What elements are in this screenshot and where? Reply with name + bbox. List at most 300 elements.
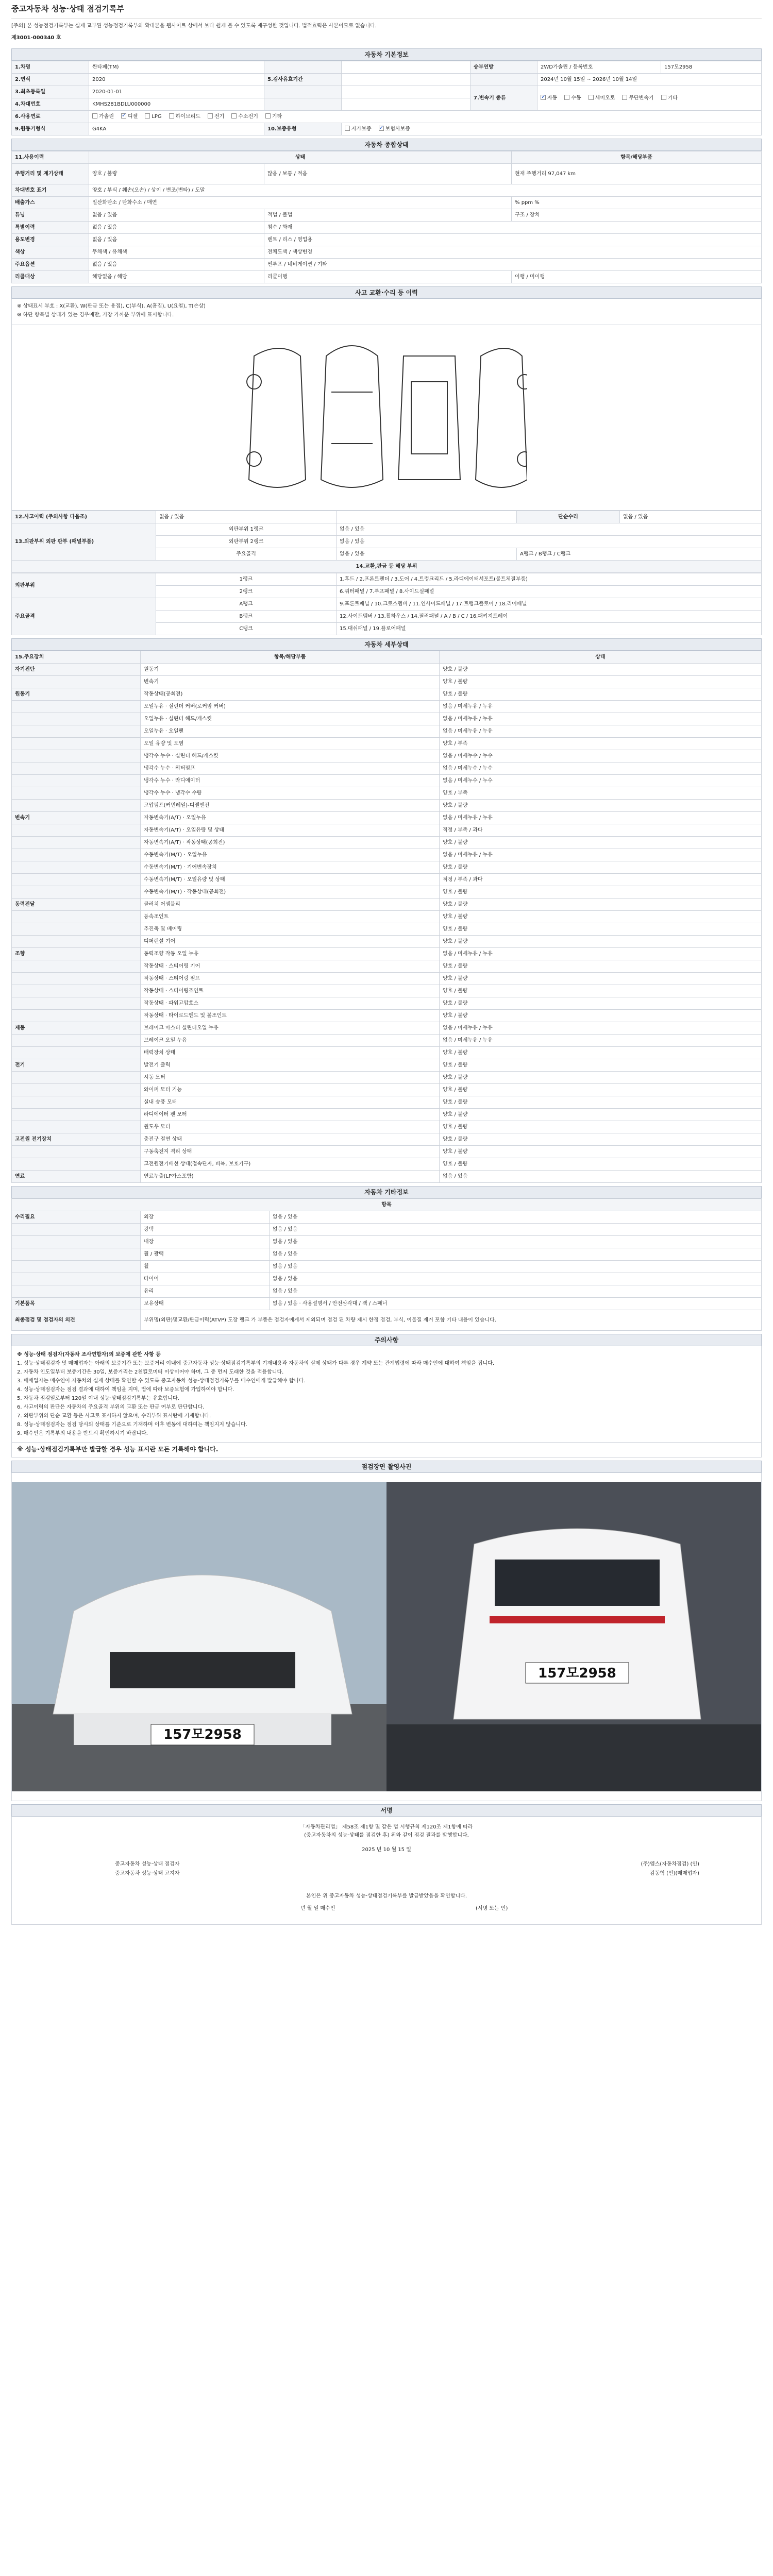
item-label: 자동변속기(A/T) · 오일누유 bbox=[141, 812, 440, 824]
section-accident-title: 사고 교환·수리 등 이력 bbox=[11, 286, 762, 299]
item-label: 시동 모터 bbox=[141, 1072, 440, 1084]
group-label bbox=[12, 1121, 141, 1133]
table-row bbox=[12, 1236, 762, 1248]
status: 양호 / 부족 bbox=[440, 787, 762, 800]
checkbox[interactable] bbox=[622, 95, 627, 100]
table-row bbox=[12, 1248, 762, 1261]
status: 없음 / 있음 bbox=[337, 523, 762, 536]
section-sign-title: 서명 bbox=[11, 1804, 762, 1817]
status: 양호 / 불량 bbox=[440, 1010, 762, 1022]
item-label: 연료누출(LP가스포함) bbox=[141, 1171, 440, 1183]
status: 없음 / 있음 bbox=[270, 1224, 762, 1236]
rank: A랭크 bbox=[156, 598, 337, 611]
status: 적정 / 부족 / 과다 bbox=[440, 874, 762, 886]
table-row bbox=[12, 936, 762, 948]
checkbox[interactable] bbox=[345, 126, 350, 131]
table-row bbox=[12, 1211, 762, 1224]
item-label: 브레이크 마스터 실린더오일 누유 bbox=[141, 1022, 440, 1035]
status: 양호 / 불량 bbox=[440, 899, 762, 911]
status: 없음 / 있음 bbox=[89, 222, 264, 234]
item-label: 오일 유량 및 오염 bbox=[141, 738, 440, 750]
value: G4KA bbox=[89, 123, 264, 135]
notes-heading: ※ 성능·상태 점검자(자동차 조사연합자)의 보증에 관한 사항 등 bbox=[17, 1352, 161, 1358]
photo-row bbox=[11, 1473, 762, 1801]
group-label bbox=[12, 725, 141, 738]
table-row bbox=[12, 899, 762, 911]
status: 없음 / 있음 bbox=[440, 1171, 762, 1183]
status: 양호 / 불량 bbox=[440, 1133, 762, 1146]
group-label: 조향 bbox=[12, 948, 141, 960]
status: 양호 / 불량 bbox=[440, 1096, 762, 1109]
item-label: 수동변속기(M/T) · 오일누유 bbox=[141, 849, 440, 861]
rank: C랭크 bbox=[156, 623, 337, 635]
table-row bbox=[12, 985, 762, 997]
item-label: 와이퍼 모터 기능 bbox=[141, 1084, 440, 1096]
item-label: 내장 bbox=[141, 1236, 270, 1248]
basic-info-table bbox=[11, 61, 762, 135]
table-row bbox=[12, 725, 762, 738]
status: 썬루프 / 네비게이션 / 기타 bbox=[264, 259, 762, 271]
item-label: 수동변속기(M/T) · 작동상태(공회전) bbox=[141, 886, 440, 899]
status: 없음 / 있음 bbox=[270, 1261, 762, 1273]
status: % ppm % bbox=[512, 197, 762, 209]
status: 없음 / 있음 · 사용설명서 / 안전삼각대 / 잭 / 스패너 bbox=[270, 1298, 762, 1310]
item-label: 냉각수 누수 · 냉각수 수량 bbox=[141, 787, 440, 800]
checkbox[interactable] bbox=[92, 113, 97, 118]
value: 2020 bbox=[89, 74, 264, 86]
group-label bbox=[12, 713, 141, 725]
license-plate: 157모2958 bbox=[163, 1726, 242, 1742]
table-row bbox=[12, 973, 762, 985]
label: 1.차명 bbox=[12, 61, 89, 74]
table-row bbox=[12, 1146, 762, 1158]
group-label: 동력전달 bbox=[12, 899, 141, 911]
status: 양호 / 부식 / 훼손(오손) / 상이 / 변조(변타) / 도말 bbox=[89, 184, 762, 197]
section-notes-title: 주의사항 bbox=[11, 1334, 762, 1346]
status: 없음 / 있음 bbox=[89, 234, 264, 246]
sign-text: 「자동차관리법」 제58조 제1항 및 같은 법 시행규칙 제120조 제1항에 따라 bbox=[300, 1824, 473, 1830]
status: 양호 / 불량 bbox=[440, 1121, 762, 1133]
item-label: 클러치 어셈블리 bbox=[141, 899, 440, 911]
legend-line: ※ 상태표시 부호 : X(교환), W(판금 또는 용접), C(부식), A(흠집), U(요철), T(손상) bbox=[17, 303, 206, 309]
group-label: 기본품목 bbox=[12, 1298, 141, 1310]
group-label bbox=[12, 824, 141, 837]
item-label: 오일누유 · 실린더 헤드/개스킷 bbox=[141, 713, 440, 725]
status: 렌트 / 리스 / 영업용 bbox=[264, 234, 762, 246]
part-list: 15.대쉬패널 / 19.플로어패널 bbox=[337, 623, 762, 635]
receipt-date: 년 월 일 매수인 bbox=[300, 1905, 335, 1911]
table-row bbox=[12, 1047, 762, 1059]
status: 없음 / 미세누유 / 누유 bbox=[440, 1035, 762, 1047]
note-item: 7. 외판부위의 단순 교환 등은 사고로 표시하지 않으며, 수리부위 표시란에 기재합니다. bbox=[17, 1413, 211, 1419]
table-row bbox=[12, 886, 762, 899]
item-label: 윈도우 모터 bbox=[141, 1121, 440, 1133]
table-row bbox=[12, 688, 762, 701]
item-label: 보유상태 bbox=[141, 1298, 270, 1310]
group-label bbox=[12, 1248, 141, 1261]
table-row bbox=[12, 1121, 762, 1133]
parts-table bbox=[11, 573, 762, 635]
table-row bbox=[12, 1072, 762, 1084]
status: 없음 / 있음 bbox=[270, 1236, 762, 1248]
note-item: 1. 성능·상태점검자 및 매매업자는 아래의 보증기간 또는 보증거리 이내에 중고자동차 성능·상태점검기록부의 기재내용과 자동차의 실제 상태가 다른 경우 계약 또는 관계법령에 따라 매수인에 대하여 책임을 집니다. bbox=[17, 1361, 495, 1366]
item-label: 등속조인트 bbox=[141, 911, 440, 923]
item-label: 추진축 및 베어링 bbox=[141, 923, 440, 936]
checkbox[interactable] bbox=[564, 95, 569, 100]
group-label bbox=[12, 1109, 141, 1121]
note-item: 5. 자동차 점검일로부터 120일 이내 성능·상태점검기록부는 유효합니다. bbox=[17, 1396, 179, 1401]
group-label bbox=[12, 738, 141, 750]
section-detail-title: 자동차 세부상태 bbox=[11, 638, 762, 651]
item-label: 실내 송풍 모터 bbox=[141, 1096, 440, 1109]
section-photos-title: 점검장면 촬영사진 bbox=[11, 1461, 762, 1473]
status: 없음 / 미세누유 / 누유 bbox=[440, 812, 762, 824]
management-number: 제3001-000340 호 bbox=[11, 35, 61, 41]
table-row bbox=[12, 861, 762, 874]
group-label bbox=[12, 1084, 141, 1096]
notice: [주의] 본 성능점검기록부는 실제 교부된 성능점검기록부의 확대본을 웹사이트 상에서 보다 쉽게 볼 수 있도록 재구성한 것입니다. 법적효력은 사본이므로 없습니다. bbox=[11, 23, 377, 29]
value: 싼타페(TM) bbox=[89, 61, 264, 74]
item-label: 냉각수 누수 · 실린더 헤드/개스킷 bbox=[141, 750, 440, 762]
group-label bbox=[12, 973, 141, 985]
group-label bbox=[12, 1224, 141, 1236]
row-label: 12.사고이력 (주의사항 다음조) bbox=[12, 511, 156, 523]
status: 양호 / 불량 bbox=[440, 985, 762, 997]
row-label: 주요옵션 bbox=[12, 259, 89, 271]
status: 양호 / 불량 bbox=[440, 911, 762, 923]
table-row bbox=[12, 948, 762, 960]
column-header: 상태 bbox=[89, 151, 512, 164]
status: 없음 / 미세누수 / 누수 bbox=[440, 775, 762, 787]
group-label: 수리필요 bbox=[12, 1211, 141, 1224]
row-label: 13.외판부위 외판 판부 (패널부품) bbox=[12, 523, 156, 561]
item-label: 수동변속기(M/T) · 오일유량 및 상태 bbox=[141, 874, 440, 886]
transmission-options: ✓ 자동 수동 세미오토 무단변속기 기타 bbox=[537, 86, 762, 111]
table-row bbox=[12, 923, 762, 936]
item-label: 동력조향 작동 오일 누유 bbox=[141, 948, 440, 960]
group-label bbox=[12, 923, 141, 936]
item-label: 광택 bbox=[141, 1224, 270, 1236]
checkbox[interactable] bbox=[589, 95, 594, 100]
status: 양호 / 불량 bbox=[440, 1158, 762, 1171]
group-label bbox=[12, 886, 141, 899]
item-label: 작동상태 · 스티어링 펌프 bbox=[141, 973, 440, 985]
row-label: 외판부위 bbox=[12, 573, 156, 598]
group-label bbox=[12, 1146, 141, 1158]
table-row bbox=[12, 738, 762, 750]
group-label bbox=[12, 911, 141, 923]
table-row bbox=[12, 849, 762, 861]
table-row bbox=[12, 1133, 762, 1146]
column-header: 항목/해당부품 bbox=[141, 651, 440, 664]
front-photo bbox=[12, 1482, 386, 1791]
label: 4.차대번호 bbox=[12, 98, 89, 111]
checkbox[interactable] bbox=[145, 113, 150, 118]
receipt-text: 본인은 위 중고자동차 성능·상태점검기록부를 발급받았음을 확인합니다. bbox=[306, 1893, 467, 1899]
checkbox[interactable] bbox=[661, 95, 666, 100]
value: KMHS281BDLU000000 bbox=[89, 98, 264, 111]
item-label: 라디에이터 팬 모터 bbox=[141, 1109, 440, 1121]
checkbox[interactable] bbox=[121, 113, 126, 118]
status: 양호 / 불량 bbox=[440, 973, 762, 985]
group-label bbox=[12, 861, 141, 874]
part-list: 9.프론트패널 / 10.크로스멤버 / 11.인사이드패널 / 17.트렁크플로어 / 18.리어패널 bbox=[337, 598, 762, 611]
group-label bbox=[12, 1236, 141, 1248]
checkbox[interactable] bbox=[231, 113, 237, 118]
column-header: 항목/해당부품 bbox=[512, 151, 762, 164]
value: 2020-01-01 bbox=[89, 86, 264, 98]
item-label: 원동기 bbox=[141, 664, 440, 676]
group-label bbox=[12, 787, 141, 800]
table-row bbox=[12, 1096, 762, 1109]
license-plate: 157모2958 bbox=[538, 1665, 616, 1681]
status: 없음 / 있음 bbox=[89, 209, 264, 222]
item-label: 디퍼렌셜 기어 bbox=[141, 936, 440, 948]
checkbox[interactable] bbox=[208, 113, 213, 118]
status: 없음 / 있음 bbox=[337, 536, 762, 548]
status: 없음 / 있음 bbox=[270, 1285, 762, 1298]
status: 무채색 / 유채색 bbox=[89, 246, 264, 259]
status: 없음 / 미세누유 / 누유 bbox=[440, 849, 762, 861]
car-outline-icon bbox=[239, 335, 527, 500]
group-label bbox=[12, 800, 141, 812]
label: 5.검사유효기간 bbox=[264, 74, 342, 86]
table-row bbox=[12, 1298, 762, 1310]
checkbox[interactable] bbox=[169, 113, 174, 118]
rank: 2랭크 bbox=[156, 586, 337, 598]
row-label: 외판부위 1랭크 bbox=[156, 523, 337, 536]
status: 많음 / 보통 / 적음 bbox=[264, 164, 512, 184]
status: 일산화탄소 / 탄화수소 / 매연 bbox=[89, 197, 512, 209]
item-label: 작동상태 · 스티어링조인트 bbox=[141, 985, 440, 997]
item-label: 수동변속기(M/T) · 기어변속장치 bbox=[141, 861, 440, 874]
inspector-label: 중고자동차 성능·상태 점검자 bbox=[115, 1861, 180, 1867]
status: 양호 / 불량 bbox=[440, 1059, 762, 1072]
rear-photo bbox=[386, 1482, 761, 1791]
group-label bbox=[12, 1047, 141, 1059]
item-label: 작동상태 · 타이로드엔드 및 볼조인트 bbox=[141, 1010, 440, 1022]
table-row bbox=[12, 676, 762, 688]
subsection-title: 14.교환,판금 등 해당 부위 bbox=[12, 561, 762, 573]
group-label bbox=[12, 936, 141, 948]
table-row bbox=[12, 1158, 762, 1171]
group-label bbox=[12, 750, 141, 762]
overall-table bbox=[11, 151, 762, 283]
table-row bbox=[12, 1010, 762, 1022]
note-item: 9. 매수인은 기록부의 내용을 반드시 확인하시기 바랍니다. bbox=[17, 1431, 148, 1436]
section-overall-title: 자동차 종합상태 bbox=[11, 139, 762, 151]
table-row bbox=[12, 1171, 762, 1183]
status: 없음 / 미세누유 / 누유 bbox=[440, 701, 762, 713]
status: 양호 / 불량 bbox=[440, 861, 762, 874]
table-row bbox=[12, 750, 762, 762]
inspector-name: (주)엠스(자동차점검) (인) bbox=[641, 1861, 699, 1867]
status: 없음 / 있음 bbox=[270, 1211, 762, 1224]
table-row bbox=[12, 713, 762, 725]
table-row bbox=[12, 1109, 762, 1121]
table-row bbox=[12, 1261, 762, 1273]
group-label bbox=[12, 676, 141, 688]
sign-text: (중고자동차의 성능·상태를 점검한 후) 위와 같이 점검 결과를 발행합니다. bbox=[304, 1832, 469, 1838]
status: 없음 / 미세누유 / 누유 bbox=[440, 1022, 762, 1035]
item-label: 유리 bbox=[141, 1285, 270, 1298]
table-row bbox=[12, 997, 762, 1010]
item-label: 작동상태 · 파워고압호스 bbox=[141, 997, 440, 1010]
table-row bbox=[12, 824, 762, 837]
status: 없음 / 있음 bbox=[337, 548, 517, 561]
group-label bbox=[12, 1096, 141, 1109]
item-label: 고전원전기배선 상태(접속단자, 피복, 보호기구) bbox=[141, 1158, 440, 1171]
label: 10.보증유형 bbox=[264, 123, 342, 135]
value: 2024년 10월 15일 ~ 2026년 10월 14일 bbox=[537, 74, 762, 86]
table-row bbox=[12, 1273, 762, 1285]
item-label: 오일누유 · 오일팬 bbox=[141, 725, 440, 738]
group-label bbox=[12, 960, 141, 973]
status: 구조 / 장치 bbox=[512, 209, 762, 222]
status: 없음 / 있음 bbox=[620, 511, 762, 523]
notifier-label: 중고자동차 성능·상태 고지자 bbox=[115, 1870, 180, 1876]
status: 없음 / 있음 bbox=[270, 1273, 762, 1285]
row-label: 단순수리 bbox=[517, 511, 620, 523]
item-label: 충전구 절연 상태 bbox=[141, 1133, 440, 1146]
checkbox[interactable] bbox=[541, 95, 546, 100]
table-row bbox=[12, 1035, 762, 1047]
table-row bbox=[12, 1022, 762, 1035]
detail-table bbox=[11, 651, 762, 1183]
table-row bbox=[12, 775, 762, 787]
column-header: 항목 bbox=[12, 1199, 762, 1211]
group-label: 원동기 bbox=[12, 688, 141, 701]
status: 없음 / 미세누유 / 누유 bbox=[440, 948, 762, 960]
status: 없음 / 있음 bbox=[270, 1248, 762, 1261]
inspector-opinion: 부위명(외판)및교환/판금이력(ATVP) 도장 랭크 가 부품은 점검자에게서 제외되며 점검 된 차량 제시 한정 점검, 부식, 이물질 제거 포함 기타 내용이 있습니다. bbox=[141, 1310, 762, 1331]
value: 157모2958 bbox=[661, 61, 762, 74]
note-item: 3. 매매업자는 매수인이 자동차의 실제 상태를 확인할 수 있도록 중고자동차 성능·상태점검기록부를 매수인에게 발급해야 합니다. bbox=[17, 1378, 306, 1384]
status: 양호 / 불량 bbox=[440, 1072, 762, 1084]
group-label: 제동 bbox=[12, 1022, 141, 1035]
row-label: 차대번호 표기 bbox=[12, 184, 89, 197]
signature-field[interactable]: (서명 또는 인) bbox=[476, 1905, 508, 1911]
status: 없음 / 있음 bbox=[156, 511, 337, 523]
group-label bbox=[12, 837, 141, 849]
group-label bbox=[12, 1072, 141, 1084]
status: 양호 / 불량 bbox=[440, 936, 762, 948]
note-item: 2. 자동차 인도일부터 보증기간은 30일, 보증거리는 2천킬로미터 이상이어야 하며, 그 중 먼저 도래한 것을 적용합니다. bbox=[17, 1369, 284, 1375]
item-label: 자동변속기(A/T) · 작동상태(공회전) bbox=[141, 837, 440, 849]
group-label bbox=[12, 701, 141, 713]
status: 없음 / 있음 bbox=[89, 259, 264, 271]
group-label: 변속기 bbox=[12, 812, 141, 824]
item-label: 오일누유 · 실린더 커버(로커암 커버) bbox=[141, 701, 440, 713]
legend-line: ※ 하단 항목별 상태가 있는 경우에만, 가장 가까운 부위에 표시합니다. bbox=[17, 312, 174, 318]
table-row bbox=[12, 1084, 762, 1096]
status: 양호 / 불량 bbox=[440, 800, 762, 812]
status: 양호 / 불량 bbox=[89, 164, 264, 184]
status: 양호 / 불량 bbox=[440, 1047, 762, 1059]
row-label: 용도변경 bbox=[12, 234, 89, 246]
table-row bbox=[12, 960, 762, 973]
label: 3.최초등록일 bbox=[12, 86, 89, 98]
group-label bbox=[12, 762, 141, 775]
item-label: 휠 bbox=[141, 1261, 270, 1273]
note-item: 4. 성능·상태점검자는 점검 결과에 대하여 책임을 지며, 법에 따라 보증보험에 가입하여야 합니다. bbox=[17, 1387, 234, 1393]
status: 없음 / 미세누수 / 누수 bbox=[440, 762, 762, 775]
status: 없음 / 미세누수 / 누수 bbox=[440, 750, 762, 762]
item-label: 외장 bbox=[141, 1211, 270, 1224]
status: 양호 / 불량 bbox=[440, 676, 762, 688]
table-row bbox=[12, 812, 762, 824]
item-label: 냉각수 누수 · 라디에이터 bbox=[141, 775, 440, 787]
section-other-title: 자동차 기타정보 bbox=[11, 1186, 762, 1198]
status: 양호 / 불량 bbox=[440, 664, 762, 676]
row-label: 배출가스 bbox=[12, 197, 89, 209]
row-label: 주요골격 bbox=[12, 598, 156, 635]
checkbox[interactable] bbox=[379, 126, 384, 131]
item-label: 배력장치 상태 bbox=[141, 1047, 440, 1059]
label: 승부연방 bbox=[470, 61, 537, 74]
item-label: 작동상태 · 스티어링 기어 bbox=[141, 960, 440, 973]
group-label: 자기진단 bbox=[12, 664, 141, 676]
notes bbox=[11, 1346, 762, 1443]
table-row bbox=[12, 800, 762, 812]
table-row bbox=[12, 664, 762, 676]
status: 없음 / 미세누유 / 누유 bbox=[440, 713, 762, 725]
column-header: 상태 bbox=[440, 651, 762, 664]
item-label: 변속기 bbox=[141, 676, 440, 688]
group-label bbox=[12, 985, 141, 997]
rank: 1랭크 bbox=[156, 573, 337, 586]
item-label: 발전기 출력 bbox=[141, 1059, 440, 1072]
status: A랭크 / B랭크 / C랭크 bbox=[517, 548, 762, 561]
table-row bbox=[12, 1224, 762, 1236]
item-label: 자동변속기(A/T) · 오일유량 및 상태 bbox=[141, 824, 440, 837]
table-row bbox=[12, 911, 762, 923]
accident-table bbox=[11, 511, 762, 573]
other-table bbox=[11, 1198, 762, 1331]
table-row bbox=[12, 762, 762, 775]
row-label: 리콜대상 bbox=[12, 271, 89, 283]
status: 양호 / 불량 bbox=[440, 1109, 762, 1121]
table-row bbox=[12, 1059, 762, 1072]
value: 2WD가솔린 / 등록번호 bbox=[537, 61, 661, 74]
table-row bbox=[12, 787, 762, 800]
group-label bbox=[12, 1273, 141, 1285]
legend bbox=[11, 299, 762, 325]
status: 적정 / 부족 / 과다 bbox=[440, 824, 762, 837]
status: 양호 / 불량 bbox=[440, 997, 762, 1010]
status: 없음 / 미세누유 / 누유 bbox=[440, 725, 762, 738]
status: 양호 / 불량 bbox=[440, 960, 762, 973]
group-label bbox=[12, 1035, 141, 1047]
car-diagram bbox=[11, 325, 762, 511]
row-label: 최종점검 및 점검자의 의견 bbox=[12, 1310, 141, 1331]
label: 6.사용연료 bbox=[12, 111, 89, 123]
checkbox[interactable] bbox=[265, 113, 271, 118]
status: 양호 / 불량 bbox=[440, 1146, 762, 1158]
group-label bbox=[12, 849, 141, 861]
section-basic-info-title: 자동차 기본정보 bbox=[11, 48, 762, 61]
label: 2.연식 bbox=[12, 74, 89, 86]
page-title: 중고자동차 성능·상태 점검기록부 bbox=[11, 0, 762, 19]
sign-date: 2025 년 10 월 15 일 bbox=[362, 1846, 411, 1853]
status: 이행 / 미이행 bbox=[512, 271, 762, 283]
status: 양호 / 부족 bbox=[440, 738, 762, 750]
fuel-options: 가솔린✓ 디젤 LPG 하이브리드 전기 수소전기 기타 bbox=[89, 111, 762, 123]
part-list: 12.사이드멤버 / 13.휠하우스 / 14.필러패널 / A / B / C / 16.패키지트레이 bbox=[337, 611, 762, 623]
row-label: 외판부위 2랭크 bbox=[156, 536, 337, 548]
group-label bbox=[12, 1010, 141, 1022]
part-list: 1.후드 / 2.프론트펜더 / 3.도어 / 4.트렁크리드 / 5.라디에이터서포트(볼트체결부품) bbox=[337, 573, 762, 586]
